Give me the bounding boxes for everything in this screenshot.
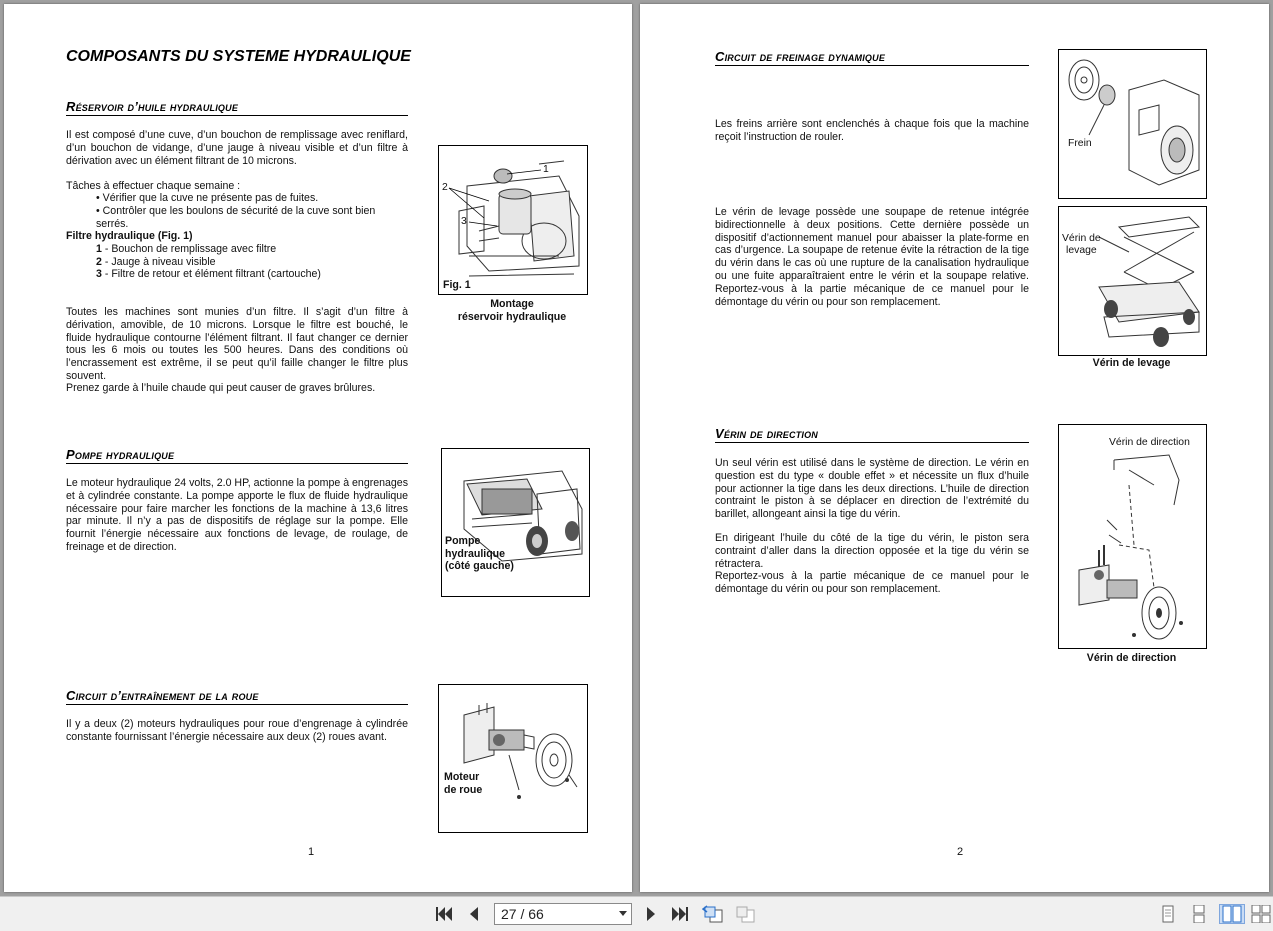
filter-item-2-number: 2: [96, 256, 102, 268]
two-page-continuous-view-button[interactable]: [1250, 904, 1272, 924]
chevron-down-icon: [619, 911, 627, 916]
pump-fig-label-line-2: hydraulique: [445, 547, 506, 560]
steering-text-2: En dirigeant l’huile du côté de la tige du vérin, le piston sera contraint d’aller dans la direction opposée et la tige du vérin se rétractera.: [715, 532, 1029, 570]
page-indicator: 27 / 66: [501, 906, 544, 922]
section-heading-pump: Pompe hydraulique: [66, 447, 408, 464]
lift-drawing: [1059, 207, 1206, 355]
callout-3: 3: [461, 216, 467, 227]
filter-item-3: [96, 268, 408, 281]
page-selector[interactable]: [494, 903, 632, 925]
previous-page-button[interactable]: [463, 904, 485, 924]
section-heading-brake: Circuit de freinage dynamique: [715, 49, 1029, 66]
next-view-icon: [734, 904, 756, 924]
lift-fig-label: [1062, 233, 1101, 257]
reservoir-caption-line-1: Montage: [490, 298, 534, 310]
next-page-button[interactable]: [640, 904, 662, 924]
two-page-icon: [1222, 905, 1242, 923]
section-heading-reservoir: Réservoir d’huile hydraulique: [66, 99, 408, 116]
wheel-fig-label-line-2: de roue: [444, 783, 483, 796]
task-item-2: • Contrôler que les boulons de sécurité de la cuve sont bien serrés.: [96, 205, 376, 230]
task-item-1: • Vérifier que la cuve ne présente pas de fuites.: [96, 192, 319, 204]
filter-item-1: [96, 243, 408, 256]
callout-1: 1: [543, 164, 549, 175]
figure-wheel-motor: [438, 684, 588, 833]
document-page-left: [4, 4, 632, 892]
first-page-button[interactable]: [432, 904, 454, 924]
page-number-right: 2: [957, 846, 964, 858]
previous-page-icon: [466, 905, 482, 923]
brake-text: Les freins arrière sont enclenchés à chaque fois que la machine reçoit l’instruction de rouler.: [715, 118, 1029, 143]
lift-text: Le vérin de levage possède une soupape de retenue intégrée bidirectionnelle à deux positions. Cette dernière possède un dispositif d’actionnement manuel pour abaisser la plate-forme en cas d’urgence. La soupape de retenue évite la rétraction de la tige du vérin dans le cas où une rupture de la canalisation hydraulique ou une fuite apparaîtraient entre le vérin et la soupape relative. Reportez-vous à la partie mécanique de ce manuel pour le démontage du vérin ou pour son remplacement.: [715, 206, 1029, 308]
figure-brake: [1058, 49, 1207, 199]
brake-fig-label: Frein: [1068, 138, 1092, 149]
lift-caption: Vérin de levage: [1092, 357, 1171, 369]
figure-steering: [1058, 424, 1207, 649]
pump-fig-label-line-1: Pompe: [445, 535, 481, 547]
page-title: COMPOSANTS DU SYSTEME HYDRAULIQUE: [66, 48, 411, 65]
single-page-view-button[interactable]: [1157, 904, 1179, 924]
filter-item-2: [96, 256, 408, 269]
last-page-icon: [671, 905, 691, 923]
reservoir-paragraph-2: Toutes les machines sont munies d’un filtre. Il s’agit d’un filtre à dérivation, amovible, de 10 microns. Lorsque le filtre est bouché, le fluide hydraulique contourne l’élément filtrant. Il faut changer ce dernier tous les 6 mois ou toutes les 500 heures. Dans des conditions où l’encrassement est extrême, il se peut qu’il faille changer le filtre plus souvent.: [66, 306, 408, 382]
figure-pump: [441, 448, 590, 597]
continuous-view-button[interactable]: [1188, 904, 1210, 924]
steering-text-1: Un seul vérin est utilisé dans le système de direction. Le vérin en question est du type « double effet » et nécessite un flux d’huile pour actionner la tige dans les deux directions. L’huile de direction contraint le piston à se déplacer en direction de l’extrémité du barillet, allongeant ainsi la tige du vérin.: [715, 457, 1029, 521]
filter-item-3-text: - Filtre de retour et élément filtrant (cartouche): [101, 268, 321, 280]
page-number-left: 1: [308, 846, 315, 858]
steering-drawing: [1059, 425, 1206, 648]
pump-fig-label-line-3: (côté gauche): [445, 560, 514, 572]
fig-1-label: Fig. 1: [443, 279, 471, 291]
steering-text-3: Reportez-vous à la partie mécanique de ce manuel pour le démontage du vérin ou pour son remplacement.: [715, 570, 1029, 595]
document-page-right: [640, 4, 1269, 892]
reservoir-caption: [438, 298, 586, 323]
pump-fig-label: [445, 535, 514, 573]
reservoir-intro: Il est composé d’une cuve, d’un bouchon de remplissage avec reniflard, d’un bouchon de vidange, d’une jauge à niveau visible et d’un filtre à dérivation avec un élément filtrant de 10 microns.: [66, 129, 408, 167]
pump-drawing: [442, 449, 589, 596]
lift-fig-label-line-1: Vérin de: [1062, 233, 1101, 244]
filter-item-2-text: - Jauge à niveau visible: [101, 256, 216, 268]
previous-view-icon: [702, 904, 724, 924]
reservoir-caption-line-2: réservoir hydraulique: [457, 310, 567, 323]
wheel-fig-label: [444, 771, 482, 796]
filter-title: Filtre hydraulique (Fig. 1): [66, 230, 193, 242]
filter-item-1-text: - Bouchon de remplissage avec filtre: [101, 243, 277, 255]
two-page-continuous-icon: [1251, 905, 1271, 923]
steering-caption: Vérin de direction: [1086, 652, 1177, 664]
wheel-motor-drawing: [439, 685, 587, 832]
section-heading-wheel: Circuit d’entraînement de la roue: [66, 688, 408, 705]
filter-item-1-number: 1: [96, 243, 102, 255]
pump-text: Le moteur hydraulique 24 volts, 2.0 HP, actionne la pompe à engrenages et à cylindrée constante. La pompe apporte le flux de fluide hydraulique nécessaire pour faire marcher les fonctions de la machine à 13,6 litres par minute. Il n’y a pas de dispositifs de réglage sur la pompe. Elle fournit l’énergie nécessaire aux fonctions de levage, de roulage, de freinage et de direction.: [66, 477, 408, 553]
figure-lift: [1058, 206, 1207, 356]
viewer-toolbar: [0, 896, 1273, 931]
lift-fig-label-line-2: levage: [1066, 245, 1097, 256]
first-page-icon: [433, 905, 453, 923]
filter-item-3-number: 3: [96, 268, 102, 280]
previous-view-button[interactable]: [702, 904, 724, 924]
next-view-button[interactable]: [734, 904, 756, 924]
reservoir-warning: Prenez garde à l’huile chaude qui peut causer de graves brûlures.: [66, 382, 376, 394]
wheel-text: Il y a deux (2) moteurs hydrauliques pour roue d’engrenage à cylindrée constante fournissant l’énergie nécessaire aux deux (2) roues avant.: [66, 718, 408, 743]
single-page-icon: [1160, 905, 1176, 923]
steering-fig-label: Vérin de direction: [1109, 437, 1190, 448]
section-heading-steering: Vérin de direction: [715, 426, 1029, 443]
last-page-button[interactable]: [670, 904, 692, 924]
next-page-icon: [643, 905, 659, 923]
two-page-view-button[interactable]: [1219, 904, 1245, 924]
brake-drawing: [1059, 50, 1206, 198]
figure-reservoir: [438, 145, 588, 295]
callout-2: 2: [442, 182, 448, 193]
tasks-title: Tâches à effectuer chaque semaine :: [66, 180, 241, 192]
continuous-icon: [1191, 905, 1207, 923]
wheel-fig-label-line-1: Moteur: [444, 771, 480, 783]
